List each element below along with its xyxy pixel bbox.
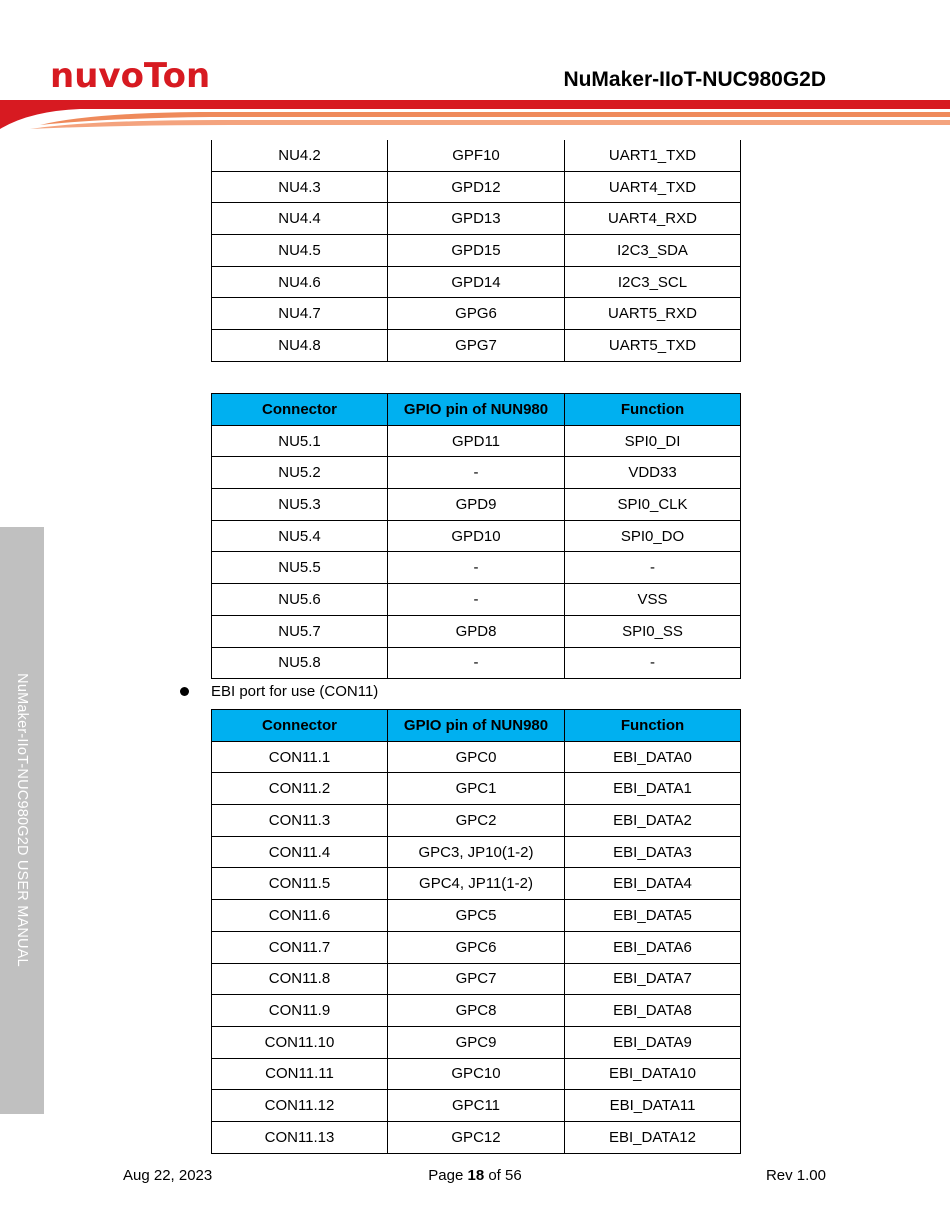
cell-connector: NU5.5 <box>212 552 388 584</box>
cell-connector: CON11.5 <box>212 868 388 900</box>
cell-gpio-pin: GPC6 <box>388 931 565 963</box>
table-row <box>212 552 741 584</box>
table-row <box>212 235 741 267</box>
table-row <box>212 615 741 647</box>
cell-function: UART1_TXD <box>565 140 741 171</box>
table-row <box>212 457 741 489</box>
cell-connector: CON11.2 <box>212 773 388 805</box>
cell-gpio-pin: GPD12 <box>388 171 565 203</box>
cell-gpio-pin: GPC2 <box>388 805 565 837</box>
cell-function: VSS <box>565 584 741 616</box>
cell-function: EBI_DATA6 <box>565 931 741 963</box>
cell-function: SPI0_SS <box>565 615 741 647</box>
table-row <box>212 489 741 521</box>
footer-revision: Rev 1.00 <box>765 1167 826 1184</box>
table-header-row <box>212 710 741 742</box>
table-row <box>212 805 741 837</box>
cell-gpio-pin: - <box>388 584 565 616</box>
cell-gpio-pin: GPC8 <box>388 995 565 1027</box>
nu4-pin-table <box>211 140 741 362</box>
cell-gpio-pin: GPG6 <box>388 298 565 330</box>
table-row <box>212 868 741 900</box>
cell-connector: NU5.3 <box>212 489 388 521</box>
cell-connector: NU5.6 <box>212 584 388 616</box>
cell-gpio-pin: GPD11 <box>388 425 565 457</box>
cell-connector: CON11.9 <box>212 995 388 1027</box>
con11-pin-table <box>211 709 741 1154</box>
cell-gpio-pin: GPD13 <box>388 203 565 235</box>
cell-connector: CON11.8 <box>212 963 388 995</box>
cell-function: EBI_DATA2 <box>565 805 741 837</box>
cell-connector: NU5.1 <box>212 425 388 457</box>
table-row <box>212 298 741 330</box>
table-header-row <box>212 394 741 426</box>
cell-gpio-pin: GPF10 <box>388 140 565 171</box>
nu5-pin-table <box>211 393 741 679</box>
cell-function: EBI_DATA7 <box>565 963 741 995</box>
header-connector: Connector <box>212 394 388 426</box>
header-function: Function <box>565 710 741 742</box>
cell-connector: NU4.3 <box>212 171 388 203</box>
cell-function: UART4_TXD <box>565 171 741 203</box>
table-row <box>212 425 741 457</box>
table-row <box>212 741 741 773</box>
nuvoton-logo <box>50 56 270 94</box>
cell-connector: CON11.10 <box>212 1026 388 1058</box>
cell-function: EBI_DATA8 <box>565 995 741 1027</box>
header-connector: Connector <box>212 710 388 742</box>
cell-connector: NU4.4 <box>212 203 388 235</box>
cell-connector: CON11.1 <box>212 741 388 773</box>
cell-function: SPI0_DI <box>565 425 741 457</box>
table-row <box>212 1090 741 1122</box>
cell-function: I2C3_SDA <box>565 235 741 267</box>
cell-function: EBI_DATA9 <box>565 1026 741 1058</box>
bullet-text: EBI port for use (CON11) <box>211 683 379 700</box>
cell-function: UART4_RXD <box>565 203 741 235</box>
table-row <box>212 330 741 362</box>
cell-function: EBI_DATA11 <box>565 1090 741 1122</box>
header-function: Function <box>565 394 741 426</box>
cell-function: SPI0_DO <box>565 520 741 552</box>
cell-connector: CON11.12 <box>212 1090 388 1122</box>
cell-function: - <box>565 552 741 584</box>
table-row <box>212 836 741 868</box>
footer-date: Aug 22, 2023 <box>123 1167 213 1184</box>
cell-gpio-pin: GPD9 <box>388 489 565 521</box>
table-row <box>212 1026 741 1058</box>
cell-connector: NU4.6 <box>212 266 388 298</box>
cell-connector: NU4.5 <box>212 235 388 267</box>
side-tab-label: NuMaker-IIoT-NUC980G2D USER MANUAL <box>14 673 30 967</box>
bullet-item <box>180 683 378 700</box>
table-row <box>212 773 741 805</box>
cell-gpio-pin: GPD15 <box>388 235 565 267</box>
cell-connector: NU5.4 <box>212 520 388 552</box>
cell-connector: NU5.7 <box>212 615 388 647</box>
cell-gpio-pin: GPD8 <box>388 615 565 647</box>
table-row <box>212 1058 741 1090</box>
cell-gpio-pin: GPC4, JP11(1-2) <box>388 868 565 900</box>
cell-gpio-pin: GPC1 <box>388 773 565 805</box>
cell-function: EBI_DATA3 <box>565 836 741 868</box>
table-row <box>212 171 741 203</box>
cell-gpio-pin: GPC9 <box>388 1026 565 1058</box>
cell-function: EBI_DATA1 <box>565 773 741 805</box>
cell-gpio-pin: GPC12 <box>388 1121 565 1153</box>
cell-function: I2C3_SCL <box>565 266 741 298</box>
header-gpio-pin: GPIO pin of NUN980 <box>388 710 565 742</box>
cell-gpio-pin: GPC11 <box>388 1090 565 1122</box>
cell-gpio-pin: - <box>388 647 565 679</box>
cell-gpio-pin: GPD14 <box>388 266 565 298</box>
table-row <box>212 1121 741 1153</box>
table-row <box>212 647 741 679</box>
cell-function: EBI_DATA12 <box>565 1121 741 1153</box>
cell-gpio-pin: GPC7 <box>388 963 565 995</box>
header-gpio-pin: GPIO pin of NUN980 <box>388 394 565 426</box>
cell-gpio-pin: GPC10 <box>388 1058 565 1090</box>
cell-connector: CON11.6 <box>212 900 388 932</box>
cell-function: EBI_DATA5 <box>565 900 741 932</box>
table-row <box>212 203 741 235</box>
page-prefix: Page <box>428 1167 468 1184</box>
cell-gpio-pin: GPC5 <box>388 900 565 932</box>
cell-connector: CON11.3 <box>212 805 388 837</box>
cell-gpio-pin: GPC0 <box>388 741 565 773</box>
cell-connector: NU4.8 <box>212 330 388 362</box>
bullet-dot-icon <box>180 687 189 696</box>
cell-function: EBI_DATA4 <box>565 868 741 900</box>
cell-gpio-pin: GPC3, JP10(1-2) <box>388 836 565 868</box>
cell-gpio-pin: GPD10 <box>388 520 565 552</box>
current-page: 18 <box>467 1167 485 1184</box>
cell-connector: CON11.11 <box>212 1058 388 1090</box>
header-swoosh-band <box>0 95 950 135</box>
table-row <box>212 963 741 995</box>
cell-function: - <box>565 647 741 679</box>
cell-connector: NU5.8 <box>212 647 388 679</box>
cell-function: EBI_DATA0 <box>565 741 741 773</box>
table-row <box>212 266 741 298</box>
page-mid: of <box>484 1167 506 1184</box>
table-row <box>212 931 741 963</box>
table-row <box>212 584 741 616</box>
cell-gpio-pin: - <box>388 457 565 489</box>
cell-connector: CON11.7 <box>212 931 388 963</box>
cell-connector: NU4.7 <box>212 298 388 330</box>
cell-function: UART5_RXD <box>565 298 741 330</box>
cell-function: VDD33 <box>565 457 741 489</box>
table-row <box>212 900 741 932</box>
table-row <box>212 995 741 1027</box>
cell-connector: NU5.2 <box>212 457 388 489</box>
cell-function: EBI_DATA10 <box>565 1058 741 1090</box>
brand-wordmark: nuvoTon <box>50 56 211 94</box>
cell-connector: CON11.13 <box>212 1121 388 1153</box>
cell-connector: NU4.2 <box>212 140 388 171</box>
total-pages: 56 <box>505 1167 522 1184</box>
cell-function: UART5_TXD <box>565 330 741 362</box>
table-row <box>212 520 741 552</box>
table-row <box>212 140 741 171</box>
document-title: NuMaker-IIoT-NUC980G2D <box>563 68 826 91</box>
cell-gpio-pin: GPG7 <box>388 330 565 362</box>
cell-function: SPI0_CLK <box>565 489 741 521</box>
cell-gpio-pin: - <box>388 552 565 584</box>
cell-connector: CON11.4 <box>212 836 388 868</box>
